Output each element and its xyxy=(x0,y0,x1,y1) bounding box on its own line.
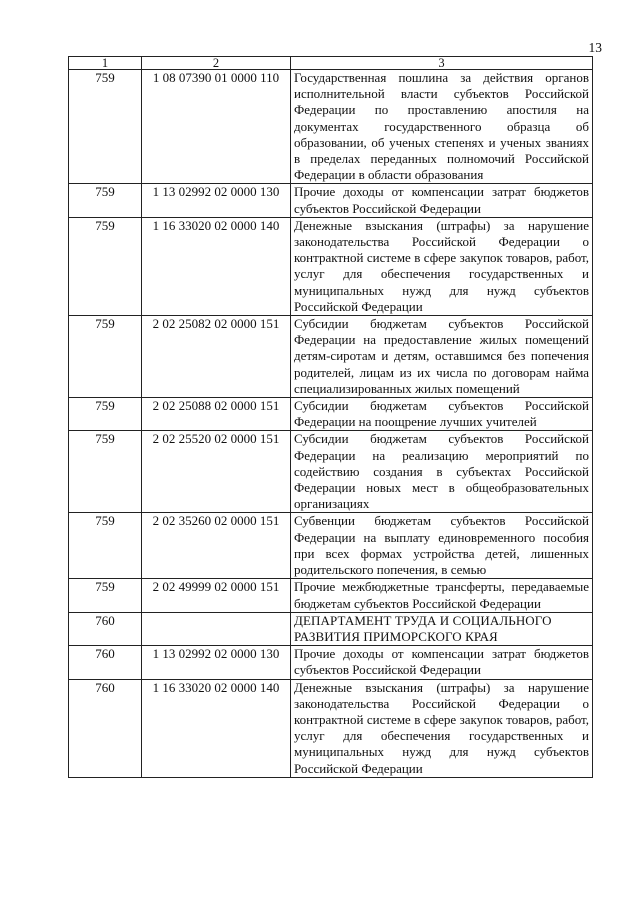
admin-code-cell: 759 xyxy=(69,513,142,579)
description-cell: Прочие межбюджетные трансферты, передаваемые бюджетам субъектов Российской Федерации xyxy=(291,579,593,612)
description-cell: Субсидии бюджетам субъектов Российской Федерации на поощрение лучших учителей xyxy=(291,398,593,431)
revenue-code-cell: 2 02 49999 02 0000 151 xyxy=(142,579,291,612)
revenue-code-cell: 1 16 33020 02 0000 140 xyxy=(142,679,291,777)
revenue-code-cell: 1 16 33020 02 0000 140 xyxy=(142,217,291,315)
revenue-code-cell: 2 02 35260 02 0000 151 xyxy=(142,513,291,579)
revenue-code-cell: 2 02 25088 02 0000 151 xyxy=(142,398,291,431)
table-row xyxy=(69,184,593,217)
table-row xyxy=(69,431,593,513)
header-col-2: 2 xyxy=(142,57,291,70)
description-cell: Денежные взыскания (штрафы) за нарушение законодательства Российской Федерации о контрактной системе в сфере закупок товаров, работ, услуг для обеспечения государственных и муниципальных нужд для нужд субъектов Российской Федерации xyxy=(291,679,593,777)
revenue-code-cell: 1 13 02992 02 0000 130 xyxy=(142,184,291,217)
admin-code-cell: 759 xyxy=(69,316,142,398)
table-body xyxy=(69,70,593,778)
description-cell: Субсидии бюджетам субъектов Российской Федерации на предоставление жилых помещений детям-сиротам и детям, оставшимся без попечения родителей, лицам из их числа по договорам найма специализированных жилых помещений xyxy=(291,316,593,398)
table-row xyxy=(69,398,593,431)
admin-code-cell: 759 xyxy=(69,217,142,315)
revenue-code-cell: 2 02 25520 02 0000 151 xyxy=(142,431,291,513)
table-row xyxy=(69,579,593,612)
revenue-code-cell: 1 13 02992 02 0000 130 xyxy=(142,646,291,679)
admin-code-cell: 760 xyxy=(69,612,142,645)
table-row xyxy=(69,646,593,679)
table-row xyxy=(69,513,593,579)
revenue-codes-table xyxy=(68,56,593,778)
description-cell: Денежные взыскания (штрафы) за нарушение законодательства Российской Федерации о контрактной системе в сфере закупок товаров, работ, услуг для обеспечения государственных и муниципальных нужд для нужд субъектов Российской Федерации xyxy=(291,217,593,315)
table-row-department xyxy=(69,612,593,645)
table-header xyxy=(69,57,593,70)
header-row xyxy=(69,57,593,70)
admin-code-cell: 759 xyxy=(69,70,142,184)
table-row xyxy=(69,217,593,315)
description-cell: Субвенции бюджетам субъектов Российской Федерации на выплату единовременного пособия при всех формах устройства детей, лишенных родительского попечения, в семью xyxy=(291,513,593,579)
admin-code-cell: 759 xyxy=(69,398,142,431)
admin-code-cell: 759 xyxy=(69,184,142,217)
description-cell: Прочие доходы от компенсации затрат бюджетов субъектов Российской Федерации xyxy=(291,646,593,679)
header-col-3: 3 xyxy=(291,57,593,70)
admin-code-cell: 760 xyxy=(69,646,142,679)
description-cell: Субсидии бюджетам субъектов Российской Федерации на реализацию мероприятий по содействию создания в субъектах Российской Федерации новых мест в общеобразовательных организациях xyxy=(291,431,593,513)
description-cell: Государственная пошлина за действия органов исполнительной власти субъектов Российской Федерации по проставлению апостиля на документах государственного образца об образовании, об ученых степенях и ученых званиях в пределах переданных полномочий Российской Федерации в области образования xyxy=(291,70,593,184)
description-cell: Прочие доходы от компенсации затрат бюджетов субъектов Российской Федерации xyxy=(291,184,593,217)
department-title-cell: ДЕПАРТАМЕНТ ТРУДА И СОЦИАЛЬНОГО РАЗВИТИЯ ПРИМОРСКОГО КРАЯ xyxy=(291,612,593,645)
admin-code-cell: 759 xyxy=(69,431,142,513)
admin-code-cell: 760 xyxy=(69,679,142,777)
page-number: 13 xyxy=(588,40,602,55)
admin-code-cell: 759 xyxy=(69,579,142,612)
header-col-1: 1 xyxy=(69,57,142,70)
revenue-code-cell: 2 02 25082 02 0000 151 xyxy=(142,316,291,398)
table-row xyxy=(69,679,593,777)
table-row xyxy=(69,70,593,184)
revenue-code-cell: 1 08 07390 01 0000 110 xyxy=(142,70,291,184)
table-row xyxy=(69,316,593,398)
revenue-code-cell xyxy=(142,612,291,645)
